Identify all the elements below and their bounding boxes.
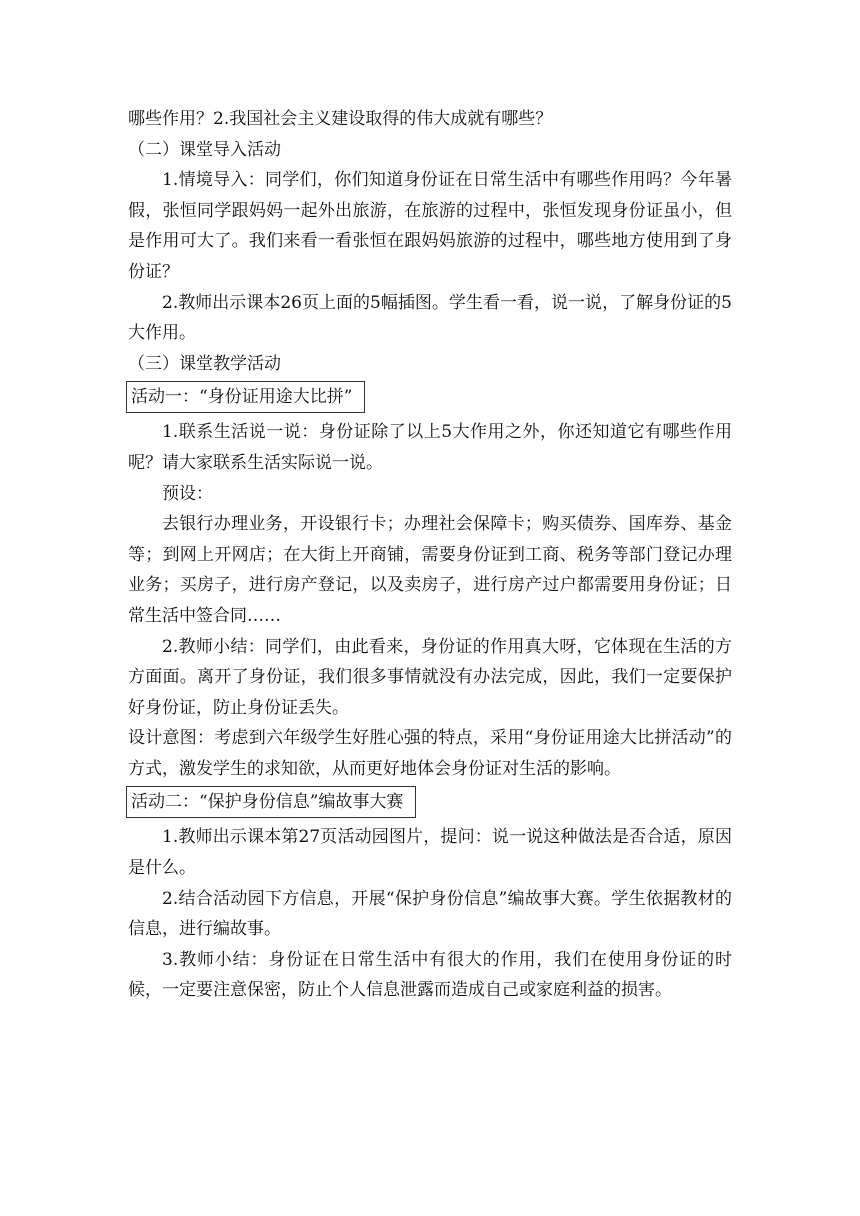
paragraph: 哪些作用？2.我国社会主义建设取得的伟大成就有哪些？ (128, 109, 553, 129)
activity-title-box: 活动一：“身份证用途大比拼” (126, 381, 365, 413)
paragraph: 3.教师小结：身份证在日常生活中有很大的作用，我们在使用身份证的时候，一定要注意保密，防止个人信息泄露而造成自己或家庭利益的损害。 (128, 949, 732, 1001)
paragraph: 1.教师出示课本第27页活动园图片，提问：说一说这种做法是否合适，原因是什么。 (128, 827, 732, 879)
paragraph: 2.教师小结：同学们，由此看来，身份证的作用真大呀，它体现在生活的方方面面。离开了身份证，我们很多事情就没有办法完成，因此，我们一定要保护好身份证，防止身份证丢失。 (128, 636, 732, 718)
paragraph: 2.结合活动园下方信息，开展“保护身份信息”编故事大赛。学生依据教材的信息，进行编故事。 (128, 888, 732, 940)
design-intent: 设计意图：考虑到六年级学生好胜心强的特点，采用“身份证用途大比拼活动”的方式，激发学生的求知欲，从而更好地体会身份证对生活的影响。 (128, 728, 732, 779)
paragraph: 1.联系生活说一说：身份证除了以上5大作用之外，你还知道它有哪些作用呢？请大家联系生活实际说一说。 (128, 422, 732, 473)
activity-box-wrapper (128, 379, 732, 417)
activity-box-wrapper (128, 784, 732, 822)
paragraph: 去银行办理业务，开设银行卡；办理社会保障卡；购买债券、国库券、基金等；到网上开网店；在大街上开商铺，需要身份证到工商、税务等部门登记办理业务；买房子，进行房产登记，以及卖房子，进行房产过户都需要用身份证；日常生活中签合同…… (128, 514, 732, 626)
section-heading: （三）课堂教学活动 (128, 353, 281, 374)
section-heading: （二）课堂导入活动 (128, 139, 281, 160)
paragraph: 2.教师出示课本26页上面的5幅插图。学生看一看，说一说，了解身份证的5大作用。 (128, 292, 732, 344)
activity-title-box: 活动二：“保护身份信息”编故事大赛 (126, 786, 416, 818)
paragraph: 1.情境导入：同学们，你们知道身份证在日常生活中有哪些作用吗？今年暑假，张恒同学跟妈妈一起外出旅游，在旅游的过程中，张恒发现身份证虽小，但是作用可大了。我们来看一看张恒在跟妈妈旅游的过程中，哪些地方使用到了身份证？ (128, 170, 732, 282)
paragraph: 预设： (162, 483, 213, 504)
document-body (128, 104, 732, 1006)
